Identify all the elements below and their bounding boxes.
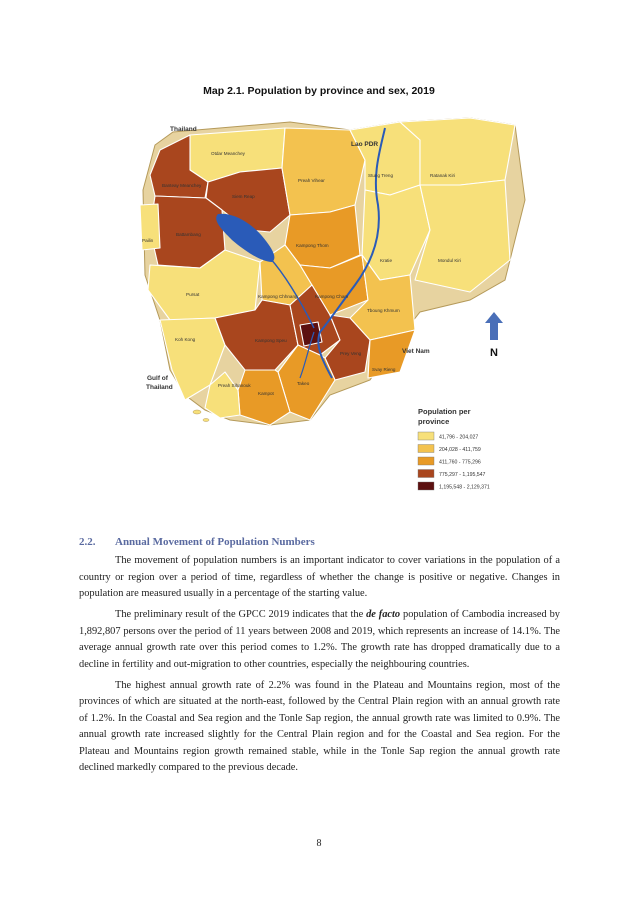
- legend-swatch: [418, 482, 434, 490]
- paragraph-1: The movement of population numbers is an important indicator to cover variations in the population of a country or region over a period of time, regardless of whether the change is positive or negative. Changes in population are measured usually in a percentage of the starting value.: [79, 555, 560, 599]
- label-takeo: Takeo: [297, 381, 310, 386]
- label-stung-treng: Stung Treng: [368, 173, 394, 178]
- legend-swatch: [418, 445, 434, 453]
- label-gulf-line1: Gulf of: [147, 375, 168, 382]
- paragraph-2: [79, 607, 560, 673]
- label-vietnam: Viet Nam: [402, 348, 430, 355]
- label-koh-kong: Koh Kong: [175, 337, 196, 342]
- label-ratanak-kiri: Ratanak Kiri: [430, 173, 456, 178]
- label-kampong-cham: Kampong Cham: [315, 294, 349, 299]
- section-title: Annual Movement of Population Numbers: [115, 536, 315, 548]
- island: [193, 410, 201, 414]
- label-banteay-meanchey: Banteay Meanchey: [162, 183, 202, 188]
- body-text: [79, 553, 560, 781]
- label-svay-rieng: Svay Rieng: [372, 367, 396, 372]
- legend-title-line2: province: [418, 417, 450, 426]
- legend-swatch: [418, 432, 434, 440]
- province-pailin: [140, 204, 160, 250]
- legend-label: 775,297 - 1,195,547: [439, 472, 486, 478]
- label-thailand: Thailand: [170, 126, 197, 133]
- label-kampong-thom: Kampong Thom: [296, 243, 329, 248]
- label-tboung-khmum: Tboung Khmum: [367, 308, 400, 313]
- label-preah-vihear: Preah Vihear: [298, 178, 325, 183]
- label-oddar-meanchey: Otdar Meanchey: [211, 151, 245, 156]
- north-arrow-icon: [485, 312, 503, 340]
- paragraph-3: The highest annual growth rate of 2.2% was found in the Plateau and Mountains region, most of the provinces of which are situated at the north-east, followed by the Central Plain region with an annual growth rate of 1.2%. In the Coastal and Sea region and the Tonle Sap region, the annual growth rate was limited to 0.9%. The annual growth rate increased slightly for the Central Plain region and for the Coastal and Sea region. For the Plateau and Mountains region growth remained stable, while in the Tonle Sap region the annual growth rate declined markedly compared to the previous decade.: [79, 679, 560, 773]
- legend-swatch: [418, 457, 434, 465]
- section-heading: [79, 536, 569, 548]
- label-pursat: Pursat: [186, 292, 200, 297]
- legend-label: 1,195,548 - 2,129,371: [439, 484, 490, 491]
- north-label: N: [490, 347, 498, 359]
- label-kratie: Kratie: [380, 258, 393, 263]
- label-kampong-chhnang: Kampong Chhnang: [258, 294, 298, 299]
- label-siem-reap: Siem Reap: [232, 194, 255, 199]
- label-battambang: Battambang: [176, 232, 201, 237]
- label-kampong-speu: Kampong Speu: [255, 338, 287, 343]
- label-mondul-kiri: Mondul Kiri: [438, 258, 461, 263]
- label-laos: Lao PDR: [351, 141, 379, 148]
- map-legend: [418, 407, 490, 491]
- province-kampong-thom: [285, 205, 360, 268]
- label-preah-sihanouk: Preah Sihanouk: [218, 383, 251, 388]
- legend-title-line1: Population per: [418, 407, 471, 416]
- legend-label: 411,760 - 775,296: [439, 459, 481, 466]
- label-kampot: Kampot: [258, 391, 274, 396]
- legend-label: 204,028 - 411,759: [439, 447, 481, 453]
- legend-swatch: [418, 470, 434, 478]
- paragraph-2-emphasis: de facto: [366, 609, 401, 620]
- legend-label: 41,796 - 204,027: [439, 434, 479, 441]
- page-number: 8: [316, 838, 322, 849]
- section-number: 2.2.: [79, 536, 96, 548]
- paragraph-2-start: The preliminary result of the GPCC 2019 indicates that the: [115, 609, 367, 620]
- label-gulf-line2: Thailand: [146, 384, 173, 391]
- label-prey-veng: Prey Veng: [340, 351, 362, 356]
- island: [203, 419, 209, 422]
- map-title: Map 2.1. Population by province and sex, 2019: [203, 85, 435, 97]
- label-pailin: Pailin: [142, 238, 154, 243]
- paragraph-2-rest: population of Cambodia increased by 1,892,807 persons over the period of 11 years between 2008 and 2019, which represents an increase of 14.1%. The average annual growth rate over this period comes to 1.2%. The growth rate has dropped dramatically due to a decline in fertility and out-migration to other countries, especially the neighbouring countries.: [79, 609, 560, 670]
